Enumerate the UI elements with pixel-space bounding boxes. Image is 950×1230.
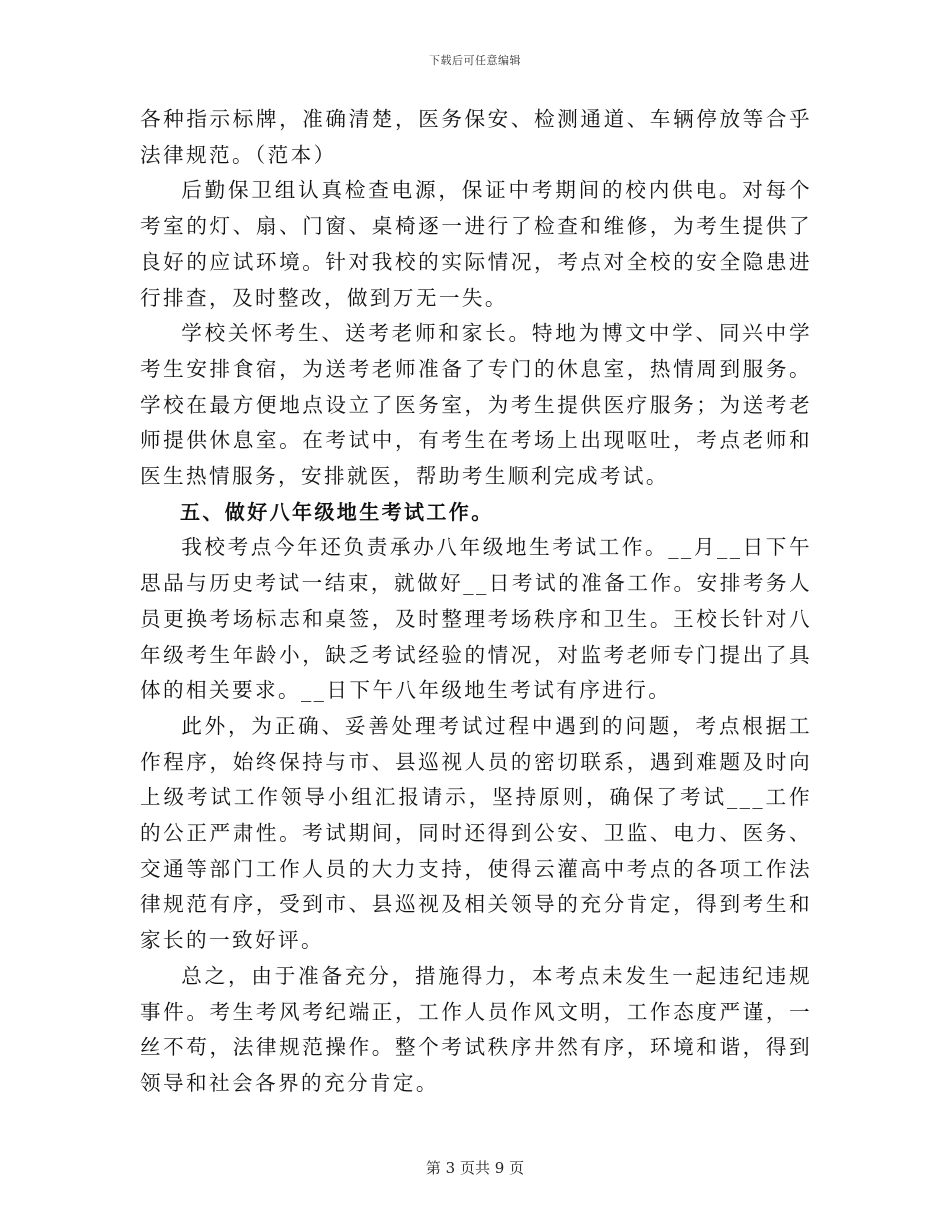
paragraph-care: 学校关怀考生、送考老师和家长。特地为博文中学、同兴中学考生安排食宿，为送考老师准备了专门的休息室，热情周到服务。学校在最方便地点设立了医务室，为考生提供医疗服务；为送考老师提供休息室。在考试中，有考生在考场上出现呕吐，考点老师和医生热情服务，安排就医，帮助考生顺利完成考试。 (140, 321, 812, 489)
page-number: 第 3 页共 9 页 (425, 1159, 525, 1177)
paragraph-summary: 总之，由于准备充分，措施得力，本考点未发生一起违纪违规事件。考生考风考纪端正，工作人员作风文明，工作态度严谨，一丝不苟，法律规范操作。整个考试秩序井然有序，环境和谐，得到领导和社会各界的充分肯定。 (140, 963, 812, 1095)
paragraph-logistics: 后勤保卫组认真检查电源，保证中考期间的校内供电。对每个考室的灯、扇、门窗、桌椅逐一进行了检查和维修，为考生提供了良好的应试环境。针对我校的实际情况，考点对全校的安全隐患进行排查，及时整改，做到万无一失。 (140, 178, 812, 310)
paragraph-additionally: 此外，为正确、妥善处理考试过程中遇到的问题，考点根据工作程序，始终保持与市、县巡视人员的密切联系，遇到难题及时向上级考试工作领导小组汇报请示，坚持原则，确保了考试___工作的公正严肃性。考试期间，同时还得到公安、卫监、电力、医务、交通等部门工作人员的大力支持，使得云灌高中考点的各项工作法律规范有序，受到市、县巡视及相关领导的充分肯定，得到考生和家长的一致好评。 (140, 713, 812, 953)
paragraph-continued: 各种指示标牌，准确清楚，医务保安、检测通道、车辆停放等合乎法律规范。（范本） (140, 107, 812, 167)
paragraph-grade8-exam: 我校考点今年还负责承办八年级地生考试工作。__月__日下午思品与历史考试一结束，就做好__日考试的准备工作。安排考务人员更换考场标志和桌签，及时整理考场秩序和卫生。王校长针对八年级考生年龄小，缺乏考试经验的情况，对监考老师专门提出了具体的相关要求。__日下午八年级地生考试有序进行。 (140, 535, 812, 703)
document-body (140, 102, 812, 1102)
section-heading: 五、做好八年级地生考试工作。 (180, 499, 494, 524)
page-header: 下载后可任意编辑 (429, 54, 521, 67)
